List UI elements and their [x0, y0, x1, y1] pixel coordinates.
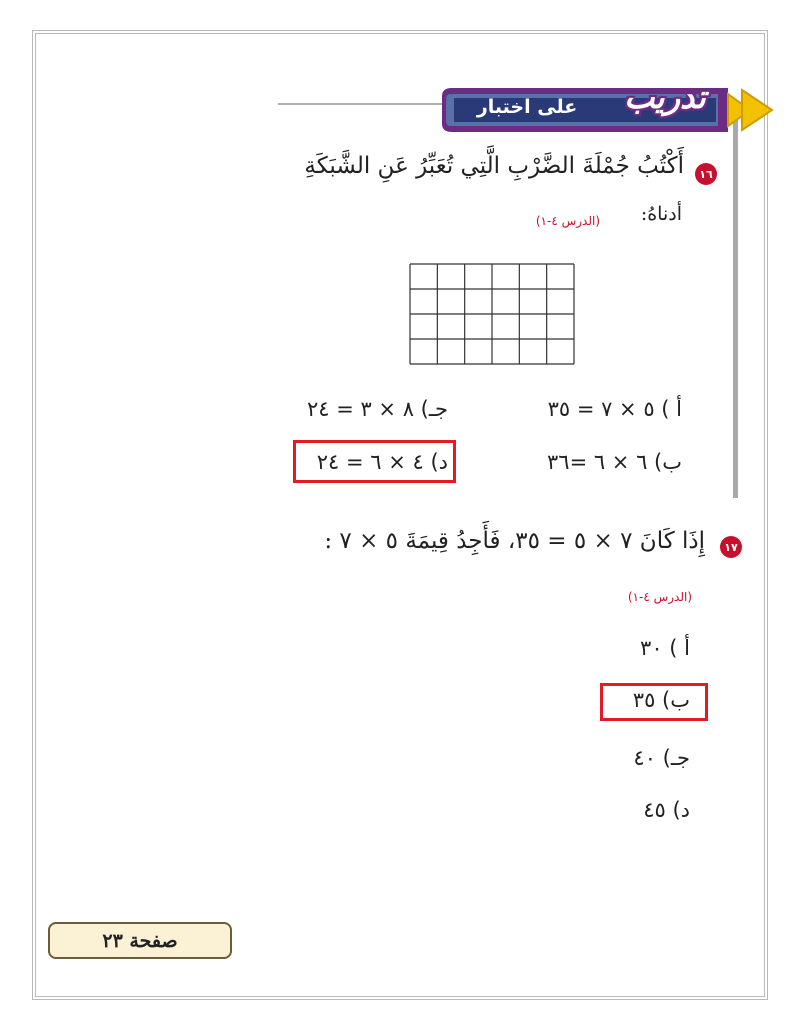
q16-option-b[interactable]: ب) ٦ × ٦ =٣٦ — [547, 450, 682, 474]
question-17-lesson-ref: (الدرس ٤-١) — [627, 590, 692, 604]
banner-title: على اختبار — [476, 96, 578, 118]
question-16-lesson-ref: (الدرس ٤-١) — [535, 214, 600, 228]
multiplication-grid — [409, 263, 575, 365]
question-17-badge: ١٧ — [720, 536, 742, 558]
q17-option-b[interactable]: ب) ٣٥ — [632, 688, 690, 712]
page-number-label: صفحة ٢٣ — [102, 929, 178, 952]
q17-option-d[interactable]: د) ٤٥ — [643, 798, 690, 822]
page-number-tab — [48, 922, 232, 959]
question-16-badge: ١٦ — [695, 163, 717, 185]
q17-selected-answer-box — [600, 683, 708, 721]
question-17-text: إِذَا كَانَ ٧ × ٥ = ٣٥، فَأَجِدُ قِيمَةَ ٥ × ٧ : — [324, 528, 705, 554]
question-16-subtext: أدناهُ: — [640, 203, 682, 225]
q16-option-d[interactable]: د) ٤ × ٦ = ٢٤ — [316, 450, 448, 474]
side-rule — [733, 118, 738, 498]
question-16-text: أَكْتُبُ جُمْلَةَ الضَّرْبِ الَّتِي تُعَبِّرُ عَنِ الشَّبَكَةِ — [304, 153, 684, 179]
q16-option-a[interactable]: أ ) ٥ × ٧ = ٣٥ — [547, 397, 682, 421]
q16-option-c[interactable]: جـ) ٨ × ٣ = ٢٤ — [306, 397, 448, 421]
q16-selected-answer-box — [293, 440, 456, 483]
banner-word: تدريب — [624, 78, 706, 116]
q17-option-c[interactable]: جـ) ٤٠ — [633, 746, 690, 770]
q17-option-a[interactable]: أ ) ٣٠ — [640, 636, 690, 660]
